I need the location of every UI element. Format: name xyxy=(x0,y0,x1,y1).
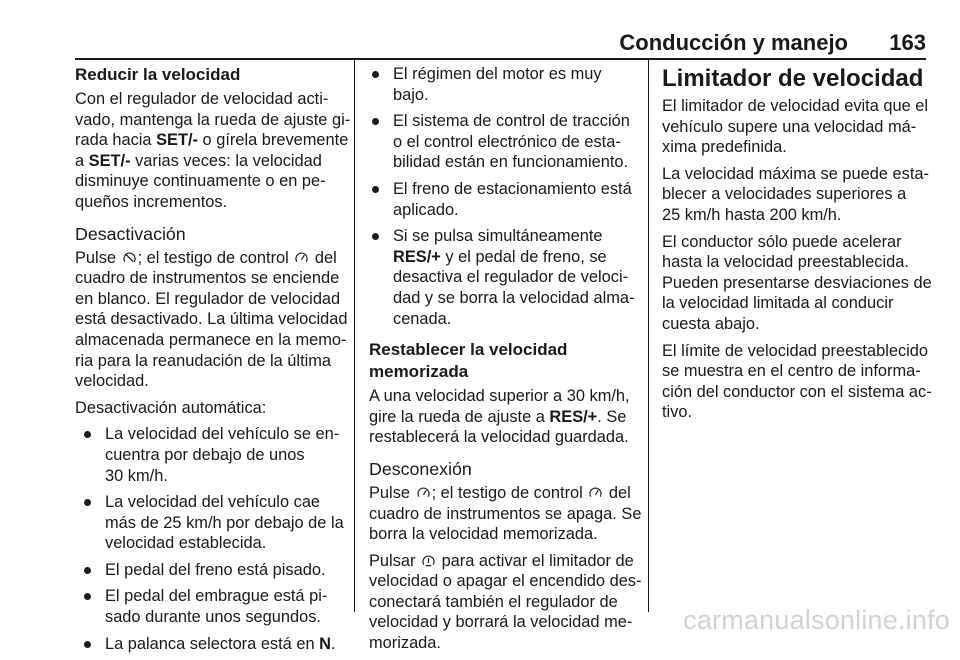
cruise-control-icon xyxy=(417,487,430,499)
list-item: El pedal del embrague está pi- sado durante unos segundos. xyxy=(75,586,341,627)
section-title: Conducción y manejo xyxy=(619,30,848,55)
paragraph-pulsar: Pulsar para activar el limitador de velocidad o apagar el encendido des- conectará también el regulador de velocidad y borrará la velocidad me- morizada. xyxy=(369,551,642,653)
auto-deactivation-list xyxy=(75,424,344,654)
list-item: El sistema de control de tracción o el control electrónico de esta- bilidad están en funcionamiento. xyxy=(369,111,635,173)
heading-reducir: Reducir la velocidad xyxy=(75,65,241,84)
heading-desconexion: Desconexión xyxy=(369,458,472,479)
list-item: El pedal del freno está pisado. xyxy=(75,560,341,581)
cruise-control-icon xyxy=(295,252,308,264)
paragraph: El conductor sólo puede acelerar hasta la velocidad preestablecida. Pueden presentarse desviaciones de la velocidad limitada al conducir cuesta abajo. xyxy=(662,232,932,333)
heading-desactivacion: Desactivación xyxy=(75,223,186,244)
paragraph-restablecer: A una velocidad superior a 30 km/h, gire la rueda de ajuste a RES/+. Se restablecerá la velocidad guardada. xyxy=(369,387,630,447)
list-item: La velocidad del vehículo cae más de 25 km/h por debajo de la velocidad establecida. xyxy=(75,492,341,554)
paragraph: La velocidad máxima se puede esta- blecer a velocidades superiores a 25 km/h hasta 200 km/h. xyxy=(662,164,929,224)
paragraph-desactivacion: Pulse ; el testigo de control del cuadro de instrumentos se enciende en blanco. El regulador de velocidad está desactivado. La última velocidad almacenada permanece en la memo- ria para la reanudación de la última velocidad. xyxy=(75,248,348,391)
paragraph: El limitador de velocidad evita que el vehículo supere una velocidad má- xima predefinida. xyxy=(662,97,929,157)
paragraph: El límite de velocidad preestablecido se muestra en el centro de informa- ción del conductor con el sistema ac- tivo. xyxy=(662,341,932,422)
auto-deactivation-list-cont xyxy=(369,64,635,329)
paragraph-desconexion: Pulse ; el testigo de control del cuadro de instrumentos se apaga. Se borra la velocidad memorizada. xyxy=(369,483,642,544)
heading-limitador: Limitador de velocidad xyxy=(662,65,924,92)
header-rule xyxy=(75,58,926,60)
list-item: Si se pulsa simultáneamente RES/+ y el pedal de freno, se desactiva el regulador de veloci- dad y se borra la velocidad alma- cenada. xyxy=(369,226,635,329)
page-header xyxy=(75,30,926,56)
cruise-cancel-icon xyxy=(123,252,136,264)
list-item: El régimen del motor es muy bajo. xyxy=(369,64,635,105)
column-2 xyxy=(369,64,642,660)
watermark: carmanualsonline.info xyxy=(683,605,950,635)
speed-limiter-icon xyxy=(422,555,435,567)
column-1 xyxy=(75,64,351,660)
column-divider xyxy=(648,60,649,612)
page-number: 163 xyxy=(889,30,926,55)
paragraph-auto-intro: Desactivación automática: xyxy=(75,398,267,417)
list-item: La velocidad del vehículo se en- cuentra por debajo de unos 30 km/h. xyxy=(75,424,341,486)
paragraph-reducir: Con el regulador de velocidad acti- vado, mantenga la rueda de ajuste gi- rada hacia SET/- o gírela brevemente a SET/- varias veces: la velocidad disminuye continuamente o en pe- queños incrementos. xyxy=(75,90,351,211)
heading-restablecer: Restablecer la velocidad memorizada xyxy=(369,340,568,382)
list-item: La palanca selectora está en N. xyxy=(75,634,341,655)
column-divider xyxy=(354,60,355,612)
cruise-control-icon xyxy=(589,487,602,499)
list-item: El freno de estacionamiento está aplicado. xyxy=(369,179,635,220)
column-3 xyxy=(662,64,932,429)
